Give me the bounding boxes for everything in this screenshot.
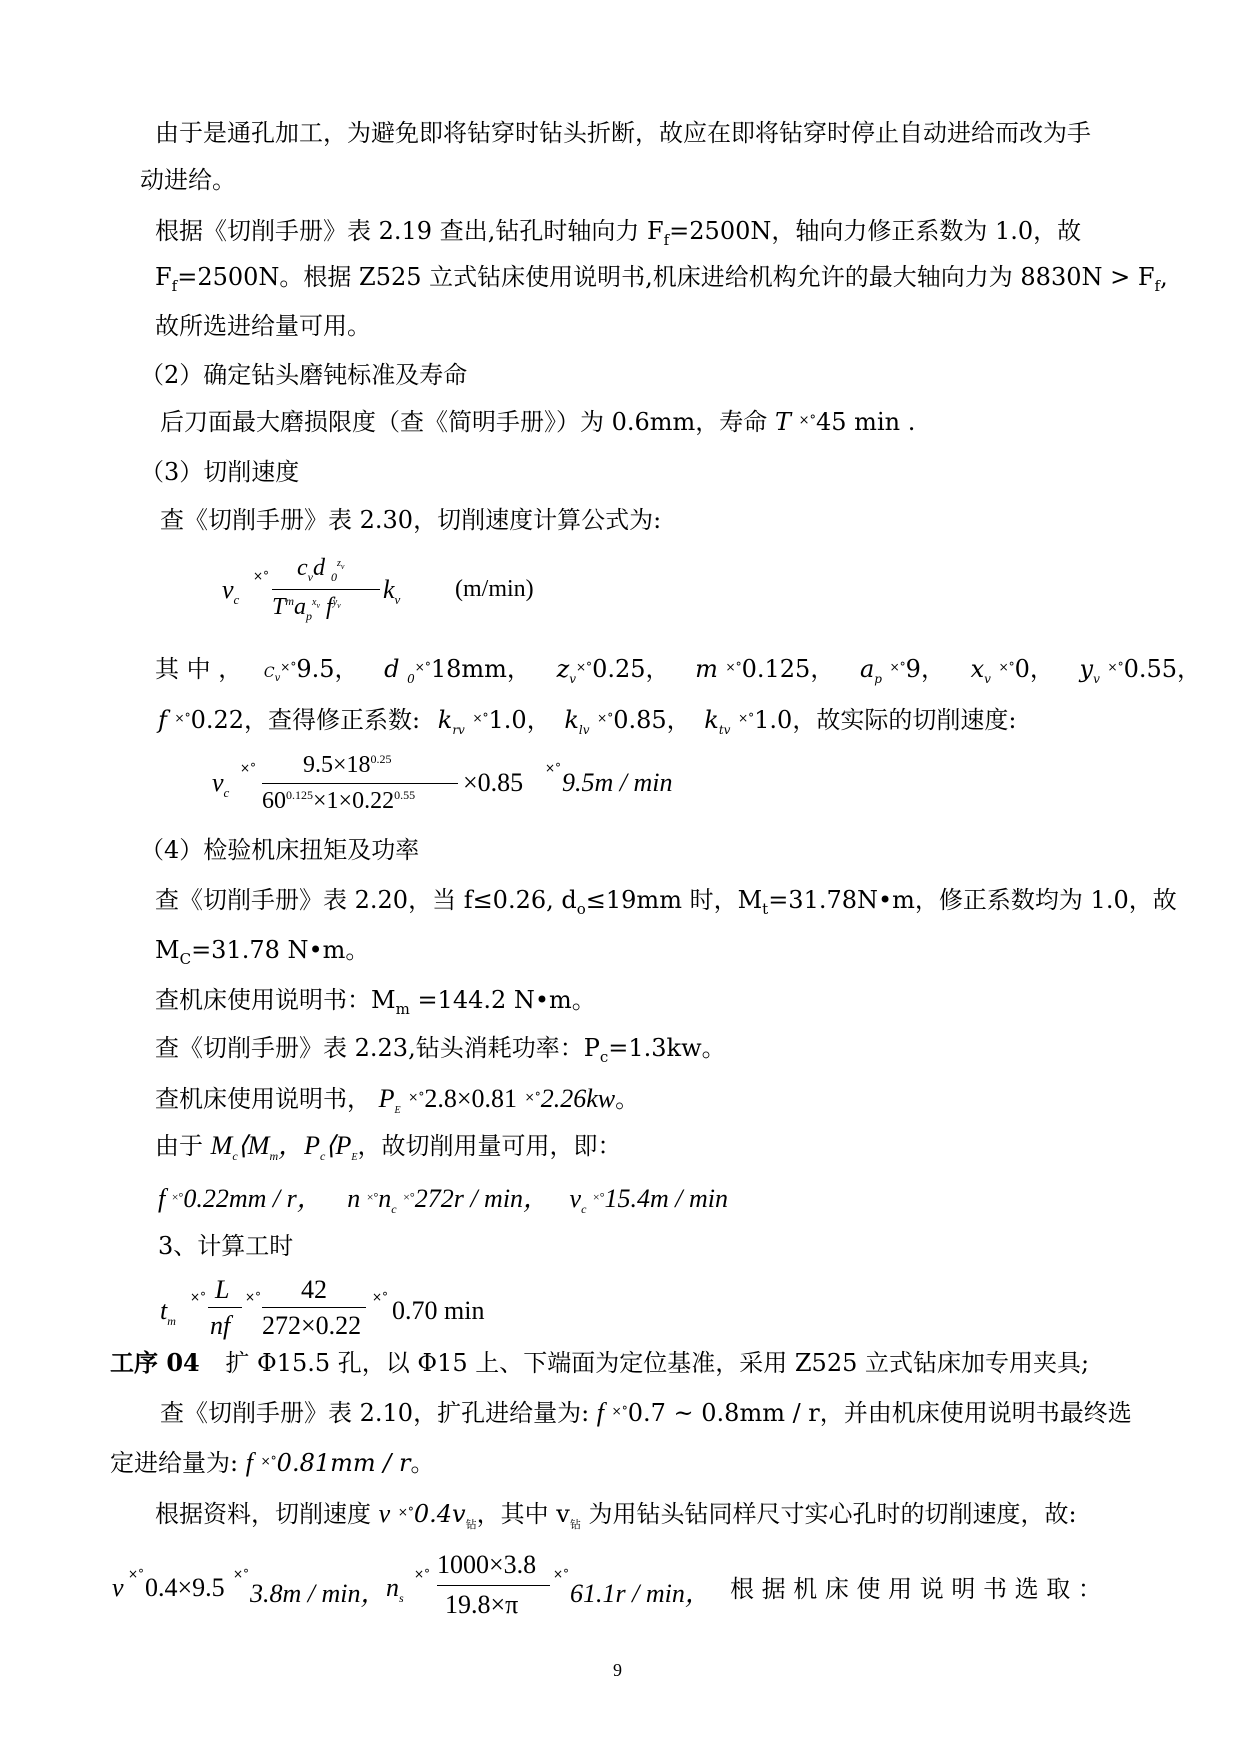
paragraph-line: f ×°0.22，查得修正系数: $k_{rv}$ ×°1.0， $k_{lv}$ ×°0.85， $k_{tv}$ ×°1.0，故实际的切削速度: xyxy=(158,706,1017,737)
approx-sign: ×° xyxy=(128,1567,145,1581)
paragraph-line: 查《切削手册》表 2.30，切削速度计算公式为: xyxy=(160,506,662,534)
paragraph-line: 根据资料，切削速度 v $^{\times^\circ}0.4v_钻$，其中 $v_钻$ 为用钻头钻同样尺寸实心孔时的切削速度，故: xyxy=(155,1499,1077,1531)
approx-sign: ×° xyxy=(372,1290,389,1304)
approx-sign: ×° xyxy=(245,1290,262,1304)
approx-sign: ×° xyxy=(253,569,270,583)
paragraph-line: 查《切削手册》表 2.10，扩孔进给量为: f ×°0.7 ~ 0.8mm / r，并由机床使用说明书最终选 xyxy=(160,1398,1132,1427)
paragraph-line: 动进给。 xyxy=(140,166,236,194)
paragraph-line: 由于 $M_c⟨M_m$，$P_c⟨P_E$，故切削用量可用，即： xyxy=(155,1131,622,1164)
approx-sign: ×° xyxy=(798,413,817,428)
paragraph-line: $F_f=2500N$。根据 Z525 立式钻床使用说明书,机床进给机构允许的最大轴向力为 $8830N > F_f$, xyxy=(155,263,1168,295)
page-number: 9 xyxy=(613,1660,622,1680)
approx-sign: ×° xyxy=(414,1567,431,1581)
paragraph-line: 根据《切削手册》表 2.19 查出,钻孔时轴向力 $F_f=2500N$，轴向力修正系数为 1.0，故 xyxy=(155,217,1082,249)
section-heading: 3、计算工时 xyxy=(158,1232,294,1260)
paragraph-line: 查机床使用说明书， $P_E$ ×°2.8×0.81 ×°2.26kw。 xyxy=(155,1084,640,1117)
operation-label: 工序 04 xyxy=(110,1348,200,1377)
section-heading: （4）检验机床扭矩及功率 xyxy=(140,836,420,864)
approx-sign: ×° xyxy=(240,761,257,775)
paragraph-line: 定进给量为: f ×°0.81mm / r。 xyxy=(110,1448,435,1477)
operation-line: 工序 04 扩 Φ15.5 孔，以 Φ15 上、下端面为定位基准，采用 Z525 立式钻床加专用夹具; xyxy=(110,1348,1090,1377)
paragraph-line: 后刀面最大磨损限度（查《简明手册》）为 0.6mm，寿命 T ×°45 min . xyxy=(160,408,916,436)
result-line: f ×°0.22mm / r， n $^{\times^\circ}n_c$ ×°272r / min， $v_c$ ×°15.4m / min xyxy=(158,1184,728,1217)
approx-sign: ×° xyxy=(553,1567,570,1581)
paragraph-line: 查机床使用说明书：$M_m =144.2$ N•m。 xyxy=(155,986,596,1018)
section-heading: （2）确定钻头磨钝标准及寿命 xyxy=(140,361,468,389)
approx-sign: ×° xyxy=(545,761,562,775)
approx-sign: ×° xyxy=(233,1567,250,1581)
paragraph-line: 由于是通孔加工，为避免即将钻穿时钻头折断，故应在即将钻穿时停止自动进给而改为手 xyxy=(155,119,1091,147)
paragraph-line: 故所选进给量可用。 xyxy=(155,312,371,340)
approx-sign: ×° xyxy=(190,1290,207,1304)
parameter-list: 其 中 ， $C_v^{\times^\circ}9.5$， d $_0$×°18mm， $z_v^{\times^\circ}0.25$， m ×°0.125， $a_p$ ×°9， $x_v$ ×°0， $y_v$ ×°0.55， xyxy=(155,655,1202,686)
paragraph-line: 查《切削手册》表 2.23,钻头消耗功率：$P_c=1.3kw$。 xyxy=(155,1034,726,1066)
document-page: 由于是通孔加工，为避免即将钻穿时钻头折断，故应在即将钻穿时停止自动进给而改为手 动进给。 根据《切削手册》表 2.19 查出,钻孔时轴向力 $F_f=2500N$，轴向力修正系数为 1.0，故 $F_f=2500N$。根据 Z525 立式钻床使用说明书,机床进给机构允许的最大轴向力为 $8830N > F_f$, 故所选进给量可用。 （2）确定钻头磨钝标准及寿命 后刀面最大磨损限度（查《简明手册》）为 0.6mm，寿命 T ×°45 min . （3）切削速度 查《切削手册》表 2.30，切削速度计算公式为: $v_c$ ×° $c_vd$ $_0^{z_v}$ $T^ma_p^{x_v}$ $f^{y_v}$ $k_v$ (m/min) 其 中 ， $C_v^{\times^\circ}9.5$， d $_0$×°18mm， $z_v^{\times^\circ}0.25$， m ×°0.125， $a_p$ ×°9， $x_v$ ×°0， $y_v$ ×°0.55， f ×°0.22，查得修正系数: $k_{rv}$ ×°1.0， $k_{lv}$ ×°0.85， $k_{tv}$ ×°1.0，故实际的切削速度: $v_c$ ×° $9.5\times 18^{0.25}$ $60^{0.125}\times 1\times 0.22^{0.55}$ ×0.85 ×° 9.5m / min （4）检验机床扭矩及功率 查《切削手册》表 2.20，当 f≤0.26, $d_o\le 19mm$ 时，$M_t=31.78N•m$，修正系数均为 1.0，故 $M_C=31.78$ N•m。 查机床使用说明书：$M_m =144.2$ N•m。 查《切削手册》表 2.23,钻头消耗功率：$P_c=1.3kw$。 查机床使用说明书， $P_E$ ×°2.8×0.81 ×°2.26kw。 由于 $M_c⟨M_m$，$P_c⟨P_E$，故切削用量可用，即： f ×°0.22mm / r， n $^{\times^\circ}n_c$ ×°272r / min， $v_c$ ×°15.4m / min 3、计算工时 $t_m$ ×° L nf ×° 42 272×0.22 ×° 0.70 min 工序 04 扩 Φ15.5 孔，以 Φ15 上、下端面为定位基准，采用 Z525 立式钻床加专用夹具; 查《切削手册》表 2.10，扩孔进给量为: f ×°0.7 ~ 0.8mm / r，并由机床使用说明书最终选 定进给量为: f ×°0.81mm / r。 根据资料，切削速度 v $^{\times^\circ}0.4v_钻$，其中 $v_钻$ 为用钻头钻同样尺寸实心孔时的切削速度，故: v ×° 0.4×9.5 ×° 3.8m / min， $n_s$ ×° 1000×3.8 19.8×π ×° 61.1r / min， 根 据 机 床 使 用 说 明 书 选 取 ： 9 xyxy=(110,119,1202,1680)
paragraph-line: 查《切削手册》表 2.20，当 f≤0.26, $d_o\le 19mm$ 时，$M_t=31.78N•m$，修正系数均为 1.0，故 xyxy=(155,886,1177,918)
section-heading: （3）切削速度 xyxy=(140,458,300,486)
paragraph-line: $M_C=31.78$ N•m。 xyxy=(155,936,370,968)
